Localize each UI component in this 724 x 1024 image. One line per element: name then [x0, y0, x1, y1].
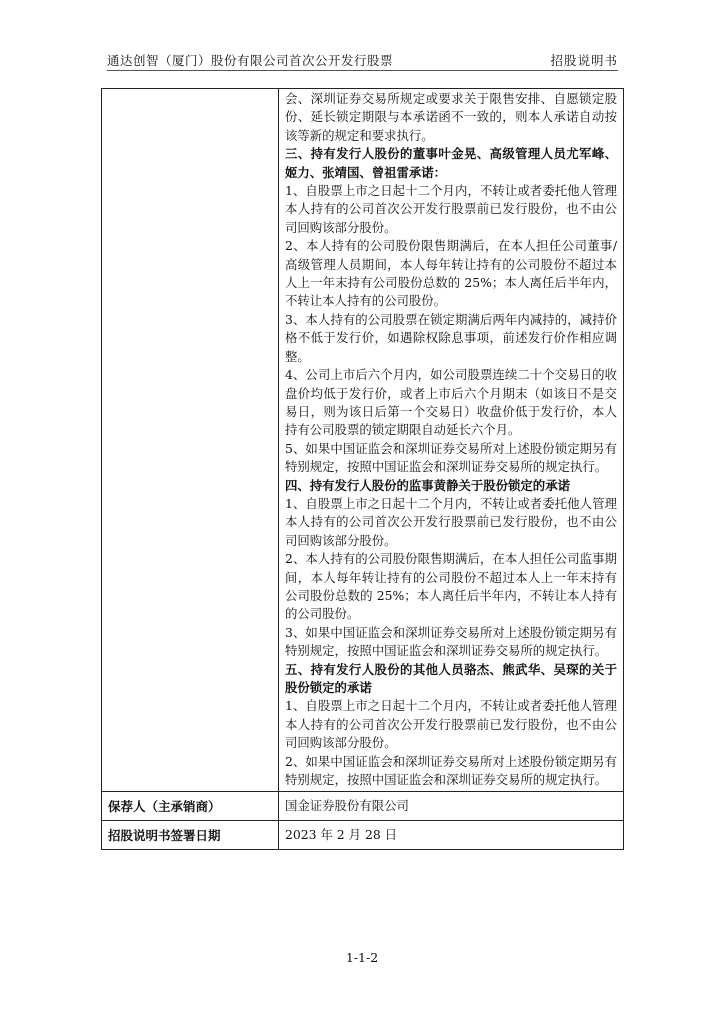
- signing-date-label: 招股说明书签署日期: [102, 821, 279, 850]
- commitment-paragraph-3-2: 2、本人持有的公司股份限售期满后，在本人担任公司董事/高级管理人员期间，本人每年转让持有的公司股份不超过本人上一年末持有公司股份总数的 25%；本人离任后半年内，不转让本人持有的公司股份。: [285, 238, 617, 309]
- commitment-row: [102, 89, 624, 792]
- commitment-paragraph-5-1: 1、自股票上市之日起十二个月内，不转让或者委托他人管理本人持有的公司首次公开发行股票前已发行股份，也不由公司回购该部分股份。: [285, 698, 617, 751]
- commitment-paragraph-3-1: 1、自股票上市之日起十二个月内，不转让或者委托他人管理本人持有的公司首次公开发行股票前已发行股份，也不由公司回购该部分股份。: [285, 183, 617, 235]
- commitment-paragraph-5-2: 2、如果中国证监会和深圳证券交易所对上述股份锁定期另有特别规定，按照中国证监会和深圳证券交易所的规定执行。: [285, 753, 617, 788]
- signing-date-row: [102, 821, 624, 850]
- commitment-label-cell: [102, 89, 279, 792]
- sponsor-value: 国金证券股份有限公司: [279, 792, 624, 821]
- commitment-section-heading-4: 四、持有发行人股份的监事黄静关于股份锁定的承诺: [285, 477, 570, 493]
- commitment-paragraph-4-2: 2、本人持有的公司股份限售期满后，在本人担任公司监事期间，本人每年转让持有的公司股份不超过本人上一年末持有公司股份总数的 25%；本人离任后半年内，不转让本人持有的公司股份。: [285, 551, 617, 622]
- commitment-paragraph-3-5: 5、如果中国证监会和深圳证券交易所对上述股份锁定期另有特别规定，按照中国证监会和深圳证券交易所的规定执行。: [285, 440, 617, 475]
- prospectus-summary-table: [101, 88, 624, 850]
- commitment-paragraph-4-3: 3、如果中国证监会和深圳证券交易所对上述股份锁定期另有特别规定，按照中国证监会和深圳证券交易所的规定执行。: [285, 624, 617, 659]
- commitment-section-heading-5: 五、持有发行人股份的其他人员骆杰、熊武华、吴琛的关于股份锁定的承诺: [285, 661, 617, 695]
- commitment-paragraph-4-1: 1、自股票上市之日起十二个月内，不转让或者委托他人管理本人持有的公司首次公开发行股票前已发行股份，也不由公司回购该部分股份。: [285, 495, 617, 548]
- sponsor-label: 保荐人（主承销商）: [102, 792, 279, 821]
- commitment-paragraph-3-4: 4、公司上市后六个月内，如公司股票连续二十个交易日的收盘价均低于发行价，或者上市后六个月期末（如该日不是交易日，则为该日后第一个交易日）收盘价低于发行价，本人持有公司股票的锁定期限自动延长六个月。: [285, 367, 617, 438]
- header-document-type: 招股说明书: [550, 53, 618, 68]
- page-number: 1-1-2: [345, 950, 379, 965]
- commitment-paragraph-1: 会、深圳证券交易所规定或要求关于限售安排、自愿锁定股份、延长锁定期限与本承诺函不一致的，则本人承诺自动按该等新的规定和要求执行。: [285, 91, 617, 143]
- sponsor-row: [102, 792, 624, 821]
- commitment-content-cell: [279, 89, 624, 792]
- commitment-paragraph-3-3: 3、本人持有的公司股票在锁定期满后两年内减持的，减持价格不低于发行价，如遇除权除息事项，前述发行价作相应调整。: [285, 311, 617, 364]
- signing-date-value: 2023 年 2 月 28 日: [279, 821, 624, 850]
- page-header: [107, 48, 618, 71]
- commitment-section-heading-3: 三、持有发行人股份的董事叶金晃、高级管理人员尤军峰、姬力、张靖国、曾祖雷承诺：: [285, 146, 617, 180]
- header-company-title: 通达创智（厦门）股份有限公司首次公开发行股票: [107, 53, 394, 68]
